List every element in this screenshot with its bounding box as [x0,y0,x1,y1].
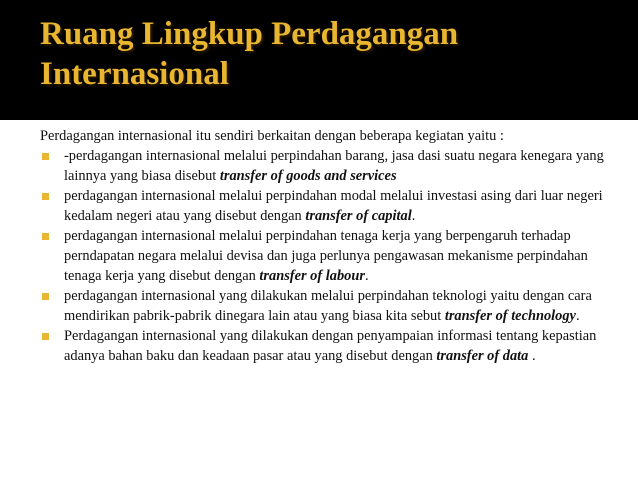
bullet-emphasis: transfer of technology [444,308,576,324]
bullet-suffix: . [411,208,416,224]
square-bullet-icon [42,153,49,160]
bullet-text: Perdagangan internasional yang dilakukan dengan penyampaian informasi tentang kepastian adanya bahan baku dan keadaan pasar atau yang disebut dengan [64,328,597,364]
bullet-item [40,226,620,286]
bullet-emphasis: transfer of goods and services [219,168,397,184]
bullet-emphasis: transfer of labour [259,268,365,284]
bullet-suffix: . [364,268,369,284]
title-bar [0,0,638,120]
bullet-suffix: . [575,308,580,324]
bullet-item [40,146,620,186]
intro-text: Perdagangan internasional itu sendiri berkaitan dengan beberapa kegiatan yaitu : [40,128,504,144]
bullet-text: perdagangan internasional melalui perpindahan modal melalui investasi asing dari luar negeri kedalam negeri atau yang disebut dengan [64,188,603,224]
bullet-item [40,286,620,326]
bullet-text: perdagangan internasional yang dilakukan melalui perpindahan teknologi yaitu dengan cara mendirikan pabrik-pabrik dinegara lain atau yang biasa kita sebut [64,288,592,324]
bullet-item [40,326,620,366]
bullet-item [40,186,620,226]
bullet-list [40,146,620,366]
bullet-suffix: . [528,348,536,364]
square-bullet-icon [42,233,49,240]
square-bullet-icon [42,293,49,300]
square-bullet-icon [42,333,49,340]
bullet-text: -perdagangan internasional melalui perpindahan barang, jasa dasi suatu negara kenegara yang lainnya yang biasa disebut [64,148,604,184]
slide-content [40,126,620,366]
slide-title: Ruang Lingkup Perdagangan Internasional [40,16,459,92]
bullet-emphasis: transfer of capital [305,208,412,224]
square-bullet-icon [42,193,49,200]
bullet-emphasis: transfer of data [436,348,529,364]
bullet-text: perdagangan internasional melalui perpindahan tenaga kerja yang berpengaruh terhadap perndapatan negara melalui devisa dan juga perlunya pengawasan mekanisme perpindahan tenaga kerja yang disebut dengan [64,228,588,284]
